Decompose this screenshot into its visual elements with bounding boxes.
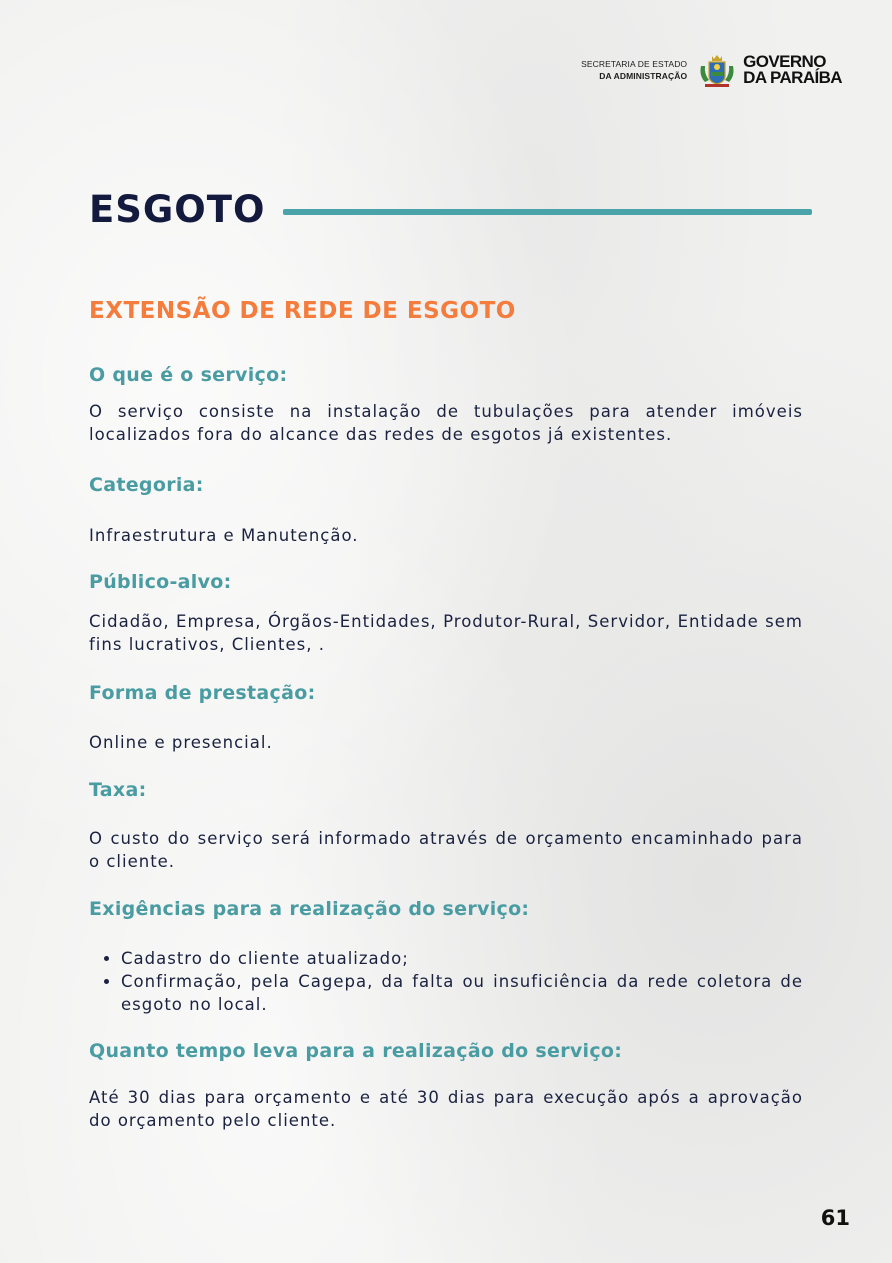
service-title: EXTENSÃO DE REDE DE ESGOTO <box>89 298 516 324</box>
heading-what: O que é o serviço: <box>89 364 288 386</box>
secretaria-label <box>581 58 687 82</box>
governo-line-2: DA PARAÍBA <box>743 68 842 87</box>
text-category: Infraestrutura e Manutenção. <box>89 526 359 545</box>
heading-time: Quanto tempo leva para a realização do serviço: <box>89 1040 623 1062</box>
secretaria-line-2: DA ADMINISTRAÇÃO <box>599 71 688 81</box>
list-item: • Cadastro do cliente atualizado; <box>121 947 803 970</box>
header <box>581 50 842 90</box>
text-fee: O custo do serviço será informado através de orçamento encaminhado para o cliente. <box>89 829 803 871</box>
secretaria-line-1: SECRETARIA DE ESTADO <box>581 59 688 69</box>
governo-logo-text <box>743 54 842 86</box>
governo-line-1: GOVERNO <box>743 52 826 71</box>
heading-delivery: Forma de prestação: <box>89 682 316 704</box>
content <box>89 364 803 1132</box>
title-divider <box>283 209 812 215</box>
heading-audience: Público-alvo: <box>89 571 232 593</box>
page-title: ESGOTO <box>89 188 266 231</box>
text-audience: Cidadão, Empresa, Órgãos-Entidades, Produtor-Rural, Servidor, Entidade sem fins lucrativos, Clientes, . <box>89 612 803 654</box>
heading-requirements: Exigências para a realização do serviço: <box>89 898 530 920</box>
text-time: Até 30 dias para orçamento e até 30 dias para execução após a aprovação do orçamento pelo cliente. <box>89 1088 803 1130</box>
heading-fee: Taxa: <box>89 779 147 801</box>
text-delivery: Online e presencial. <box>89 733 273 752</box>
requirements-list <box>89 947 803 1016</box>
list-item: • Confirmação, pela Cagepa, da falta ou insuficiência da rede coletora de esgoto no local. <box>121 970 803 1016</box>
paraiba-crest-icon <box>697 50 737 90</box>
heading-category: Categoria: <box>89 474 204 496</box>
title-row <box>89 188 812 231</box>
text-what: O serviço consiste na instalação de tubulações para atender imóveis localizados fora do alcance das redes de esgotos já existentes. <box>89 402 803 444</box>
page-number: 61 <box>820 1206 850 1230</box>
